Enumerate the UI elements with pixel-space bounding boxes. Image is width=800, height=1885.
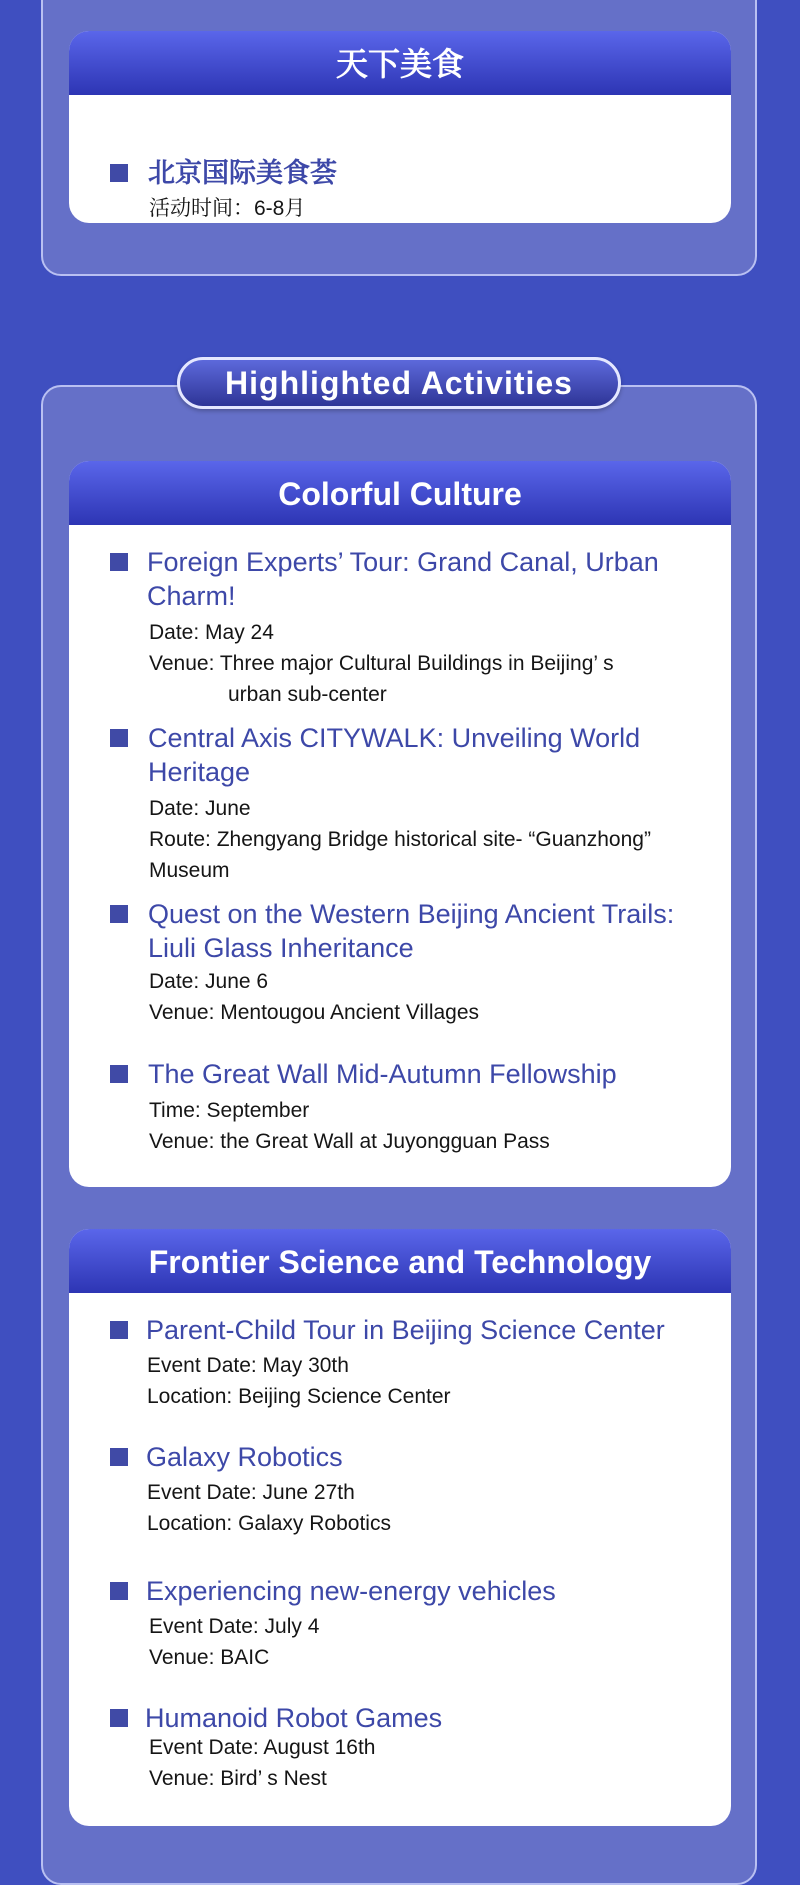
science-card-heading: Frontier Science and Technology — [69, 1229, 731, 1293]
square-bullet-icon — [110, 1321, 128, 1339]
event-title: Galaxy Robotics — [146, 1442, 343, 1472]
square-bullet-icon — [110, 729, 128, 747]
square-bullet-icon — [110, 553, 128, 571]
event-date: Date: June 6 — [149, 970, 269, 993]
event-venue: Venue: the Great Wall at Juyongguan Pass — [149, 1130, 550, 1153]
event-venue: Venue: Mentougou Ancient Villages — [149, 1001, 480, 1024]
event-date: Date: June — [149, 797, 251, 820]
event-title: 北京国际美食荟 — [148, 158, 337, 188]
event-title: Parent-Child Tour in Beijing Science Center — [146, 1315, 665, 1345]
event-date: Event Date: July 4 — [149, 1615, 320, 1638]
event-title: Experiencing new-energy vehicles — [146, 1576, 556, 1606]
event-route: Route: Zhengyang Bridge historical site- “Guanzhong” Museum — [149, 828, 651, 882]
venue-value-line1: Three major Cultural Buildings in Beijing’ s — [219, 652, 614, 675]
venue-label: Venue: — [149, 652, 220, 675]
food-card — [69, 31, 731, 223]
event-title: Foreign Experts’ Tour: Grand Canal, Urban Charm! — [147, 547, 659, 611]
event-date: Date: May 24 — [149, 621, 274, 644]
square-bullet-icon — [110, 905, 128, 923]
event-title: Quest on the Western Beijing Ancient Trails: Liuli Glass Inheritance — [148, 899, 675, 963]
event-date: Event Date: May 30th — [147, 1354, 349, 1377]
square-bullet-icon — [110, 1448, 128, 1466]
event-title: Central Axis CITYWALK: Unveiling World Heritage — [148, 723, 641, 787]
square-bullet-icon — [110, 1582, 128, 1600]
food-card-heading: 天下美食 — [69, 31, 731, 95]
culture-card — [69, 461, 731, 1187]
event-time: 活动时间：6-8月 — [149, 197, 306, 220]
science-card — [69, 1229, 731, 1826]
venue-value-line2: urban sub-center — [228, 683, 387, 706]
event-location: Location: Galaxy Robotics — [147, 1512, 391, 1535]
event-venue — [149, 648, 719, 710]
event-time: Time: September — [149, 1099, 310, 1122]
event-venue: Venue: BAIC — [149, 1646, 270, 1669]
square-bullet-icon — [110, 164, 128, 182]
event-title: The Great Wall Mid-Autumn Fellowship — [148, 1059, 617, 1089]
culture-card-heading: Colorful Culture — [69, 461, 731, 525]
event-venue: Venue: Bird’ s Nest — [149, 1767, 327, 1790]
event-date: Event Date: June 27th — [147, 1481, 355, 1504]
event-location: Location: Beijing Science Center — [147, 1385, 451, 1408]
event-date: Event Date: August 16th — [149, 1736, 376, 1759]
event-title: Humanoid Robot Games — [145, 1703, 443, 1733]
square-bullet-icon — [110, 1065, 128, 1083]
square-bullet-icon — [110, 1709, 128, 1727]
highlighted-activities-banner: Highlighted Activities — [177, 357, 621, 409]
